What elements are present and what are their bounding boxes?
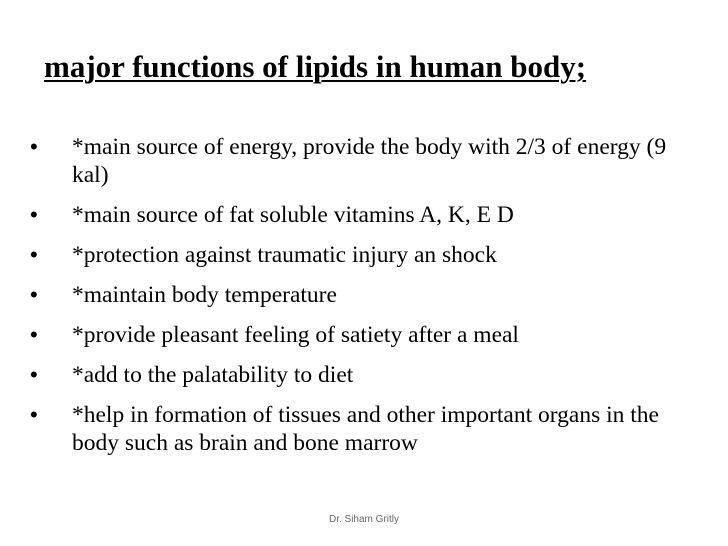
bullet-icon: • [30, 402, 38, 427]
bullet-item [30, 201, 700, 229]
bullet-item [30, 321, 700, 349]
bullet-text: *help in formation of tissues and other important organs in the body such as brain and bone marrow [72, 402, 659, 456]
bullet-item [30, 281, 700, 309]
bullet-text: *protection against traumatic injury an shock [72, 242, 497, 268]
bullet-text: *maintain body temperature [72, 282, 337, 308]
bullet-text: *main source of fat soluble vitamins A, K, E D [72, 202, 514, 228]
slide-title: major functions of lipids in human body; [44, 49, 587, 84]
bullet-text: *provide pleasant feeling of satiety after a meal [72, 322, 519, 348]
bullet-item [30, 401, 700, 457]
bullet-icon: • [30, 362, 38, 387]
bullet-item [30, 241, 700, 269]
bullet-icon: • [30, 322, 38, 347]
bullet-icon: • [30, 202, 38, 227]
bullet-icon: • [30, 242, 38, 267]
bullet-icon: • [30, 282, 38, 307]
bullet-text: *main source of energy, provide the body with 2/3 of energy (9 kal) [72, 134, 667, 188]
bullet-item [30, 133, 700, 189]
bullet-text: *add to the palatability to diet [72, 362, 354, 388]
slide-footer: Dr. Siham Gritly [328, 514, 399, 525]
bullet-item [30, 361, 700, 389]
bullet-icon: • [30, 134, 38, 159]
bullet-list [30, 133, 700, 457]
